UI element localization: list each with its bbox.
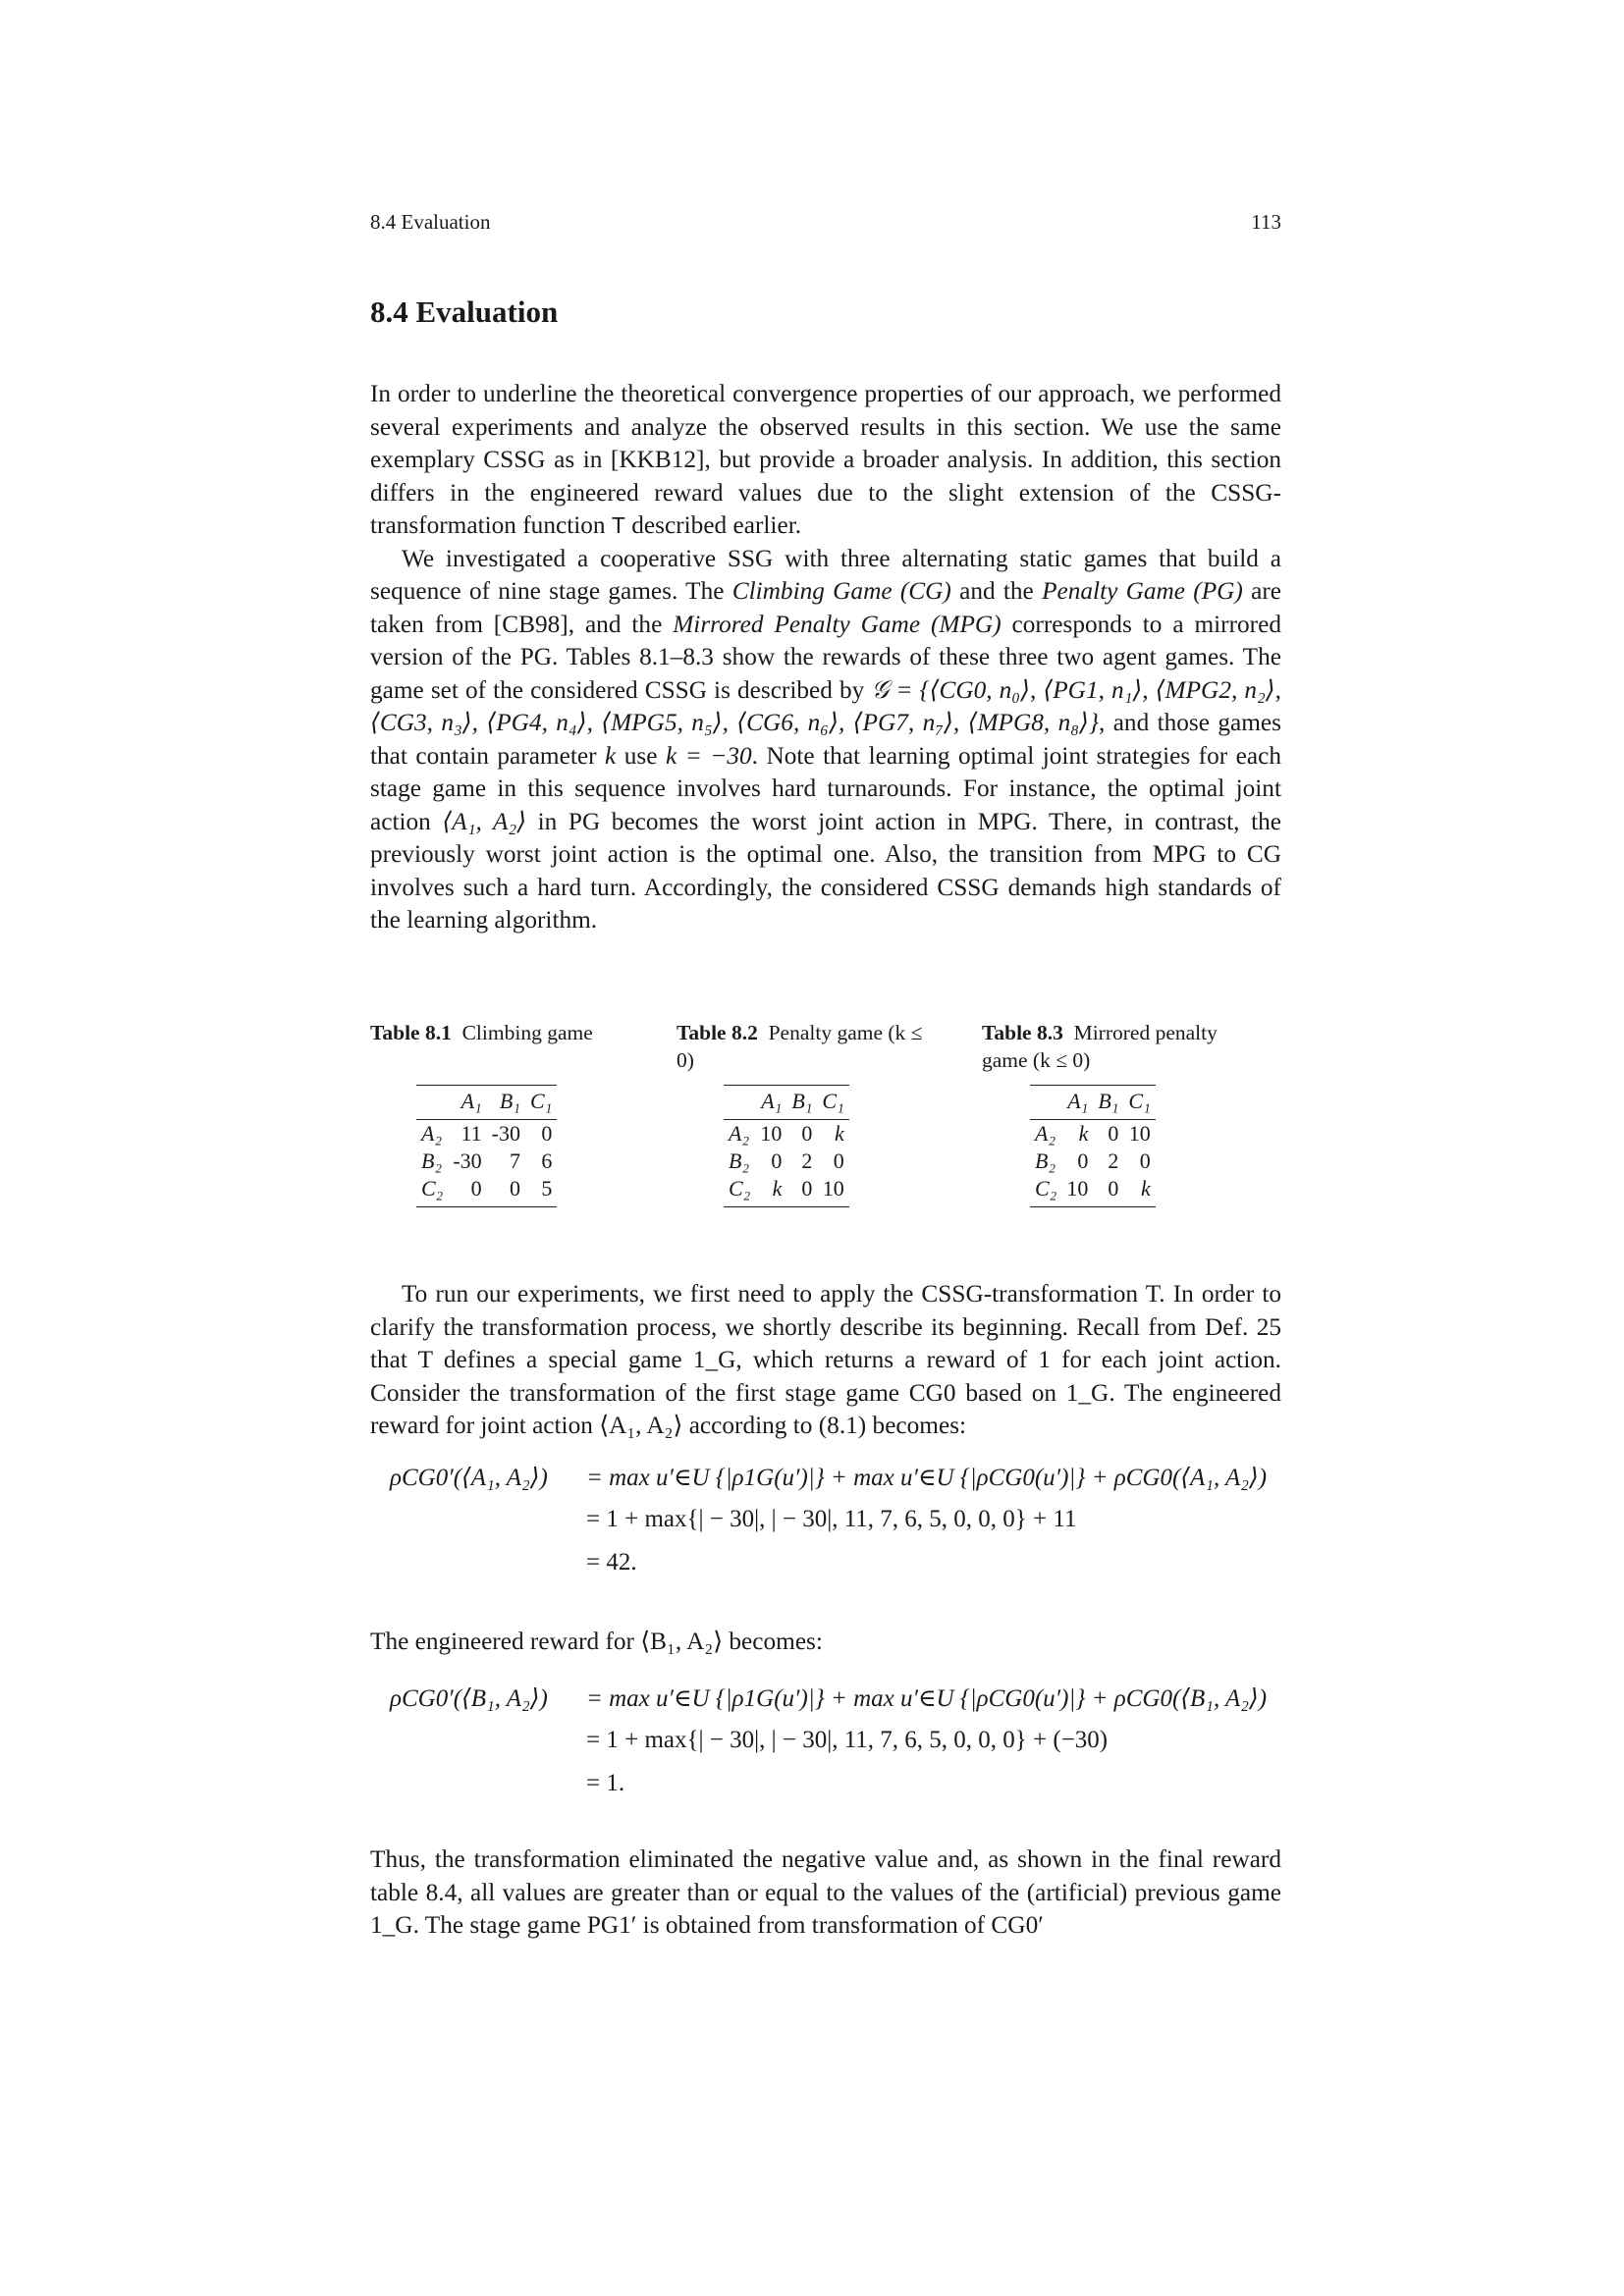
table-row: A₂ 11 -30 0 xyxy=(421,1121,553,1146)
section-title: 8.4 Evaluation xyxy=(370,294,559,329)
equation-1 xyxy=(390,1463,1273,1592)
equation-1-line-2: = 1 + max{| − 30|, | − 30|, 11, 7, 6, 5, 0, 0, 0} + 11 xyxy=(586,1506,1077,1532)
equation-2-line-2: = 1 + max{| − 30|, | − 30|, 11, 7, 6, 5, 0, 0, 0} + (−30) xyxy=(586,1727,1109,1753)
transform-symbol: T xyxy=(611,512,625,538)
running-header xyxy=(370,210,1281,235)
page-number: 113 xyxy=(1251,210,1281,234)
equation-2 xyxy=(390,1683,1273,1813)
equation-2-line-3: = 1. xyxy=(586,1770,625,1796)
equation-1-line-1: = max u′∈U {|ρ1G(u′)|} + max u′∈U {|ρCG0(u′)|} + ρCG0(⟨A₁, A₂⟩) xyxy=(586,1465,1268,1491)
equation-2-lhs: ρCG0′(⟨B₁, A₂⟩) xyxy=(390,1685,548,1712)
equation-2-line-1: = max u′∈U {|ρ1G(u′)|} + max u′∈U {|ρCG0(u′)|} + ρCG0(⟨B₁, A₂⟩) xyxy=(586,1685,1268,1712)
paragraph-4: The engineered reward for ⟨B₁, A₂⟩ becomes: xyxy=(370,1628,823,1655)
table-row: B₂ 0 2 0 xyxy=(729,1148,844,1173)
equation-1-line-3: = 42. xyxy=(586,1549,637,1575)
paragraph-5: Thus, the transformation eliminated the negative value and, as shown in the final reward table 8.4, all values are greater than or equal to the values of the (artificial) previous game 1_G. The stage game PG1′ is obtained from transformation of CG0′ xyxy=(370,1845,1281,1939)
table-8-2-caption: Table 8.2 Penalty game (k ≤ 0) xyxy=(677,1021,923,1072)
game-set-formula: 𝒢 = {⟨CG0, n₀⟩, ⟨PG1, n₁⟩, ⟨MPG2, n₂⟩, ⟨CG3, n₃⟩, ⟨PG4, n₄⟩, ⟨MPG5, n₅⟩, ⟨CG6, n₆⟩, ⟨PG7, n₇⟩, ⟨MPG8, n₈⟩} xyxy=(370,675,1281,736)
table-8-3-caption: Table 8.3 Mirrored penalty game (k ≤ 0) xyxy=(982,1021,1218,1072)
paragraph-3: To run our experiments, we first need to apply the CSSG-transformation T. In order to clarify the transformation process, we shortly describe its beginning. Recall from Def. 25 that T defines a special game 1_G, which returns a reward of 1 for each joint action. Consider the transformation of the first stage game CG0 based on 1_G. The engineered reward for joint action ⟨A₁, A₂⟩ according to (8.1) becomes: xyxy=(370,1280,1281,1439)
table-row: A₂ 10 0 k xyxy=(729,1121,844,1146)
table-8-1-caption: Table 8.1 Climbing game xyxy=(370,1021,593,1044)
table-row: C₂ k 0 10 xyxy=(729,1176,844,1201)
paragraph-2: We investigated a cooperative SSG with three alternating static games that build a sequence of nine stage games. The Climbing Game (CG) and the Penalty Game (PG) are taken from [CB98], and the Mirrored Penalty Game (MPG) corresponds to a mirrored version of the PG. Tables 8.1–8.3 show the rewards of these three two agent games. The game set of the considered CSSG is described by 𝒢 = {⟨CG0, n₀⟩, ⟨PG1, n₁⟩, ⟨MPG2, n₂⟩, ⟨CG3, n₃⟩, ⟨PG4, n₄⟩, ⟨MPG5, n₅⟩, ⟨CG6, n₆⟩, ⟨PG7, n₇⟩, ⟨MPG8, n₈⟩}, and those games that contain parameter k use k = −30. Note that learning optimal joint strategies for each stage game in this sequence involves hard turnarounds. For instance, the optimal joint action ⟨A₁, A₂⟩ in PG becomes the worst joint action in MPG. There, in contrast, the previously worst joint action is the optimal one. Also, the transition from MPG to CG involves such a hard turn. Accordingly, the considered CSSG demands high standards of the learning algorithm. xyxy=(370,544,1281,934)
table-row: C₂ 10 0 k xyxy=(1035,1176,1151,1201)
table-8-3: A₁ B₁ C₁ A₂ k 0 10 B₂ 0 2 0 C₂ 10 0 k xyxy=(1030,1085,1156,1207)
table-row: B₂ -30 7 6 xyxy=(421,1148,553,1173)
running-title: 8.4 Evaluation xyxy=(370,210,491,234)
table-row: B₂ 0 2 0 xyxy=(1035,1148,1151,1173)
table-8-2: A₁ B₁ C₁ A₂ 10 0 k B₂ 0 2 0 C₂ k 0 10 xyxy=(724,1085,849,1207)
paragraph-1: In order to underline the theoretical convergence properties of our approach, we performed several experiments and analyze the observed results in this section. We use the same exemplary CSSG as in [KKB12], but provide a broader analysis. In addition, this section differs in the engineered reward values due to the slight extension of the CSSG-transformation function T described earlier. xyxy=(370,380,1281,539)
body-text-top xyxy=(370,378,1281,937)
table-row: A₂ k 0 10 xyxy=(1035,1121,1151,1146)
equation-1-lhs: ρCG0′(⟨A₁, A₂⟩) xyxy=(390,1465,548,1491)
table-8-1: A₁ B₁ C₁ A₂ 11 -30 0 B₂ -30 7 6 C₂ 0 0 5 xyxy=(416,1085,557,1207)
table-row: C₂ 0 0 5 xyxy=(421,1176,553,1201)
